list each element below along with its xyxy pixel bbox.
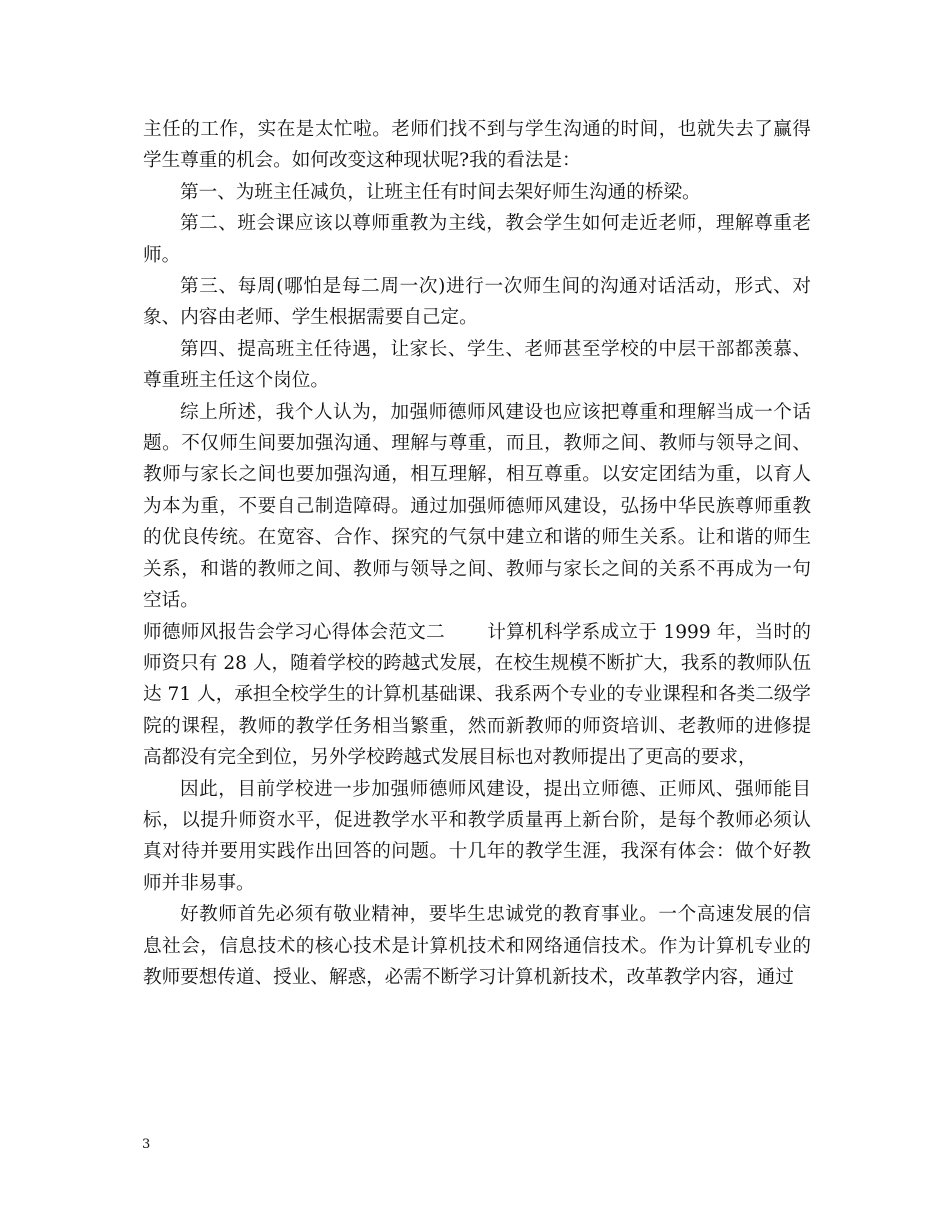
paragraph-3: 第二、班会课应该以尊师重教为主线，教会学生如何走近老师，理解尊重老师。 <box>143 213 811 266</box>
paragraph-5: 第四、提高班主任待遇，让家长、学生、老师甚至学校的中层干部都羡慕、尊重班主任这个岗位。 <box>143 338 811 392</box>
section-first-paragraph: 计算机科学系成立于 1999 年，当时的师资只有 28 人，随着学校的跨越式发展，在校生规模不断扩大，我系的教师队伍达 71 人，承担全校学生的计算机基础课、我系两个专业的专业课程和各类二级学院的课程，教师的教学任务相当繁重，然而新教师的师资培训、老教师的进修提高都没有完全到位，另外学校跨越式发展目标也对教师提出了更高的要求， <box>143 621 811 769</box>
paragraph-6: 综上所述，我个人认为，加强师德师风建设也应该把尊重和理解当成一个话题。不仅师生间要加强沟通、理解与尊重，而且，教师之间、教师与领导之间、教师与家长之间也要加强沟通，相互理解，相互尊重。以安定团结为重，以育人为本为重，不要自己制造障碍。通过加强师德师风建设，弘扬中华民族尊师重教的优良传统。在宽容、合作、探究的气氛中建立和谐的师生关系。让和谐的师生关系，和谐的教师之间、教师与领导之间、教师与家长之间的关系不再成为一句空话。 <box>143 401 811 612</box>
paragraph-2: 第一、为班主任减负，让班主任有时间去架好师生沟通的桥梁。 <box>180 181 701 203</box>
paragraph-8: 好教师首先必须有敬业精神，要毕生忠诚党的教育事业。一个高速发展的信息社会，信息技术的核心技术是计算机技术和网络通信技术。作为计算机专业的教师要想传道、授业、解惑，必需不断学习计算机新技术，改革教学内容，通过 <box>143 904 811 988</box>
paragraph-4: 第三、每周(哪怕是每二周一次)进行一次师生间的沟通对话活动，形式、对象、内容由老师、学生根据需要自己定。 <box>143 276 811 329</box>
paragraph-1: 主任的工作，实在是太忙啦。老师们找不到与学生沟通的时间，也就失去了赢得学生尊重的机会。如何改变这种现状呢?我的看法是： <box>143 119 811 172</box>
document-body <box>143 114 811 993</box>
paragraph-7: 因此，目前学校进一步加强师德师风建设，提出立师德、正师风、强师能目标，以提升师资水平，促进教学水平和教学质量再上新台阶，是每个教师必须认真对待并要用实践作出回答的问题。十几年的教学生涯，我深有体会：做个好教师并非易事。 <box>143 778 811 894</box>
section-title: 师德师风报告会学习心得体会范文二 <box>143 621 446 643</box>
section-paragraph <box>143 617 811 774</box>
page-number: 3 <box>142 1137 151 1152</box>
